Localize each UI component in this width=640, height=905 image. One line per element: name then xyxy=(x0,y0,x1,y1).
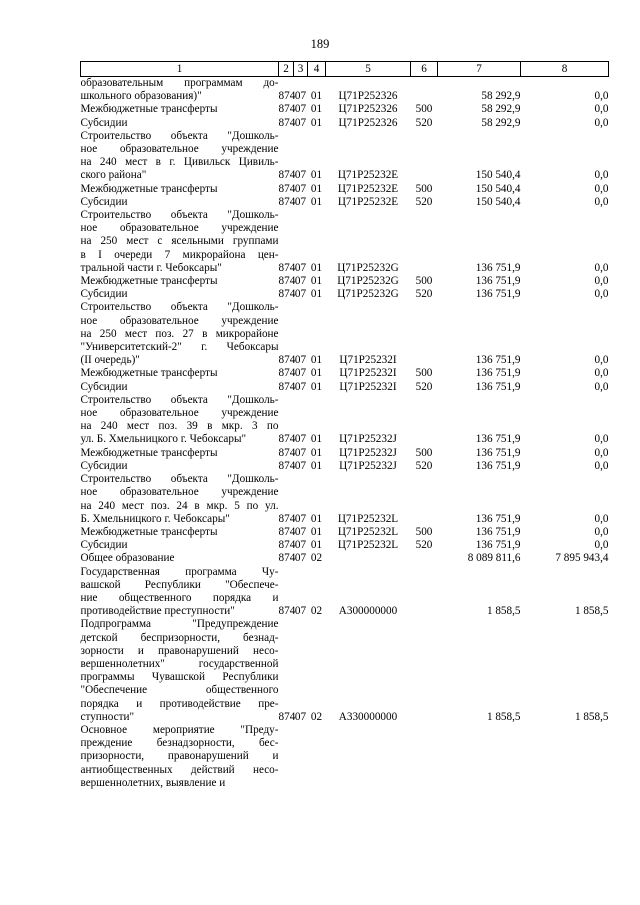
ministry-code: 874 xyxy=(278,275,296,288)
row-name-line: "Университетский-2" г. Чебоксары xyxy=(80,341,279,354)
row-name-line: Межбюджетные трансферты xyxy=(80,446,218,459)
amount-year-2: 0,0 xyxy=(594,182,609,195)
section-code: 07 xyxy=(294,525,307,538)
table-row xyxy=(81,473,609,526)
subsection-code: 01 xyxy=(310,261,323,274)
row-name-cell xyxy=(81,566,279,619)
row-name-line: Субсидии xyxy=(80,116,128,129)
column-header: 7 xyxy=(438,62,521,77)
row-name-cell xyxy=(81,117,279,130)
section-code: 07 xyxy=(294,512,307,525)
target-article: Ц71Р25232I xyxy=(339,367,397,380)
subsection-code: 01 xyxy=(310,539,323,552)
section-code: 07 xyxy=(294,459,307,472)
target-article: Ц71Р25232J xyxy=(339,459,397,472)
row-name-line: ние общественного порядка и xyxy=(80,591,279,604)
row-name-cell xyxy=(81,288,279,301)
subsection-code: 01 xyxy=(310,90,323,103)
ministry-code: 874 xyxy=(278,380,296,393)
ministry-code: 874 xyxy=(278,525,296,538)
target-article: Ц71Р252326 xyxy=(338,103,398,116)
ministry-code: 874 xyxy=(278,710,296,723)
table-row xyxy=(81,539,609,552)
row-name-line: Межбюджетные трансферты xyxy=(80,182,218,195)
table-row xyxy=(81,381,609,394)
row-name-cell xyxy=(81,196,279,209)
ministry-code: 874 xyxy=(278,367,296,380)
ministry-code: 874 xyxy=(278,446,296,459)
table-row xyxy=(81,103,609,116)
row-name-line: Строительство объекта "Дошколь- xyxy=(80,393,279,406)
amount-year-1: 1 858,5 xyxy=(486,710,521,723)
amount-year-2: 0,0 xyxy=(594,446,609,459)
target-article: Ц71Р25232L xyxy=(337,539,399,552)
expense-type xyxy=(411,618,438,724)
subsection-code: 02 xyxy=(310,552,323,565)
amount-year-2: 0,0 xyxy=(594,512,609,525)
ministry-code: 874 xyxy=(278,354,296,367)
amount-year-2: 0,0 xyxy=(594,275,609,288)
expense-type xyxy=(411,209,438,275)
target-article: Ц71Р25232I xyxy=(339,380,397,393)
amount-year-1: 136 751,9 xyxy=(475,539,521,552)
target-article: Ц71Р25232Е xyxy=(337,182,399,195)
table-row xyxy=(81,367,609,380)
row-name-line: на 250 мест с ясельными группами xyxy=(80,235,279,248)
ministry-code: 874 xyxy=(278,182,296,195)
amount-year-1: 136 751,9 xyxy=(475,446,521,459)
row-name-line: ступности" xyxy=(80,710,135,723)
row-name-line: антиобщественных действий несо- xyxy=(80,763,279,776)
row-name-line: на 240 мест поз. 39 в мкр. 3 по xyxy=(80,420,279,433)
row-name-line: ное образовательное учреждение xyxy=(80,143,279,156)
amount-year-2: 0,0 xyxy=(594,103,609,116)
section-code: 07 xyxy=(294,90,307,103)
amount-year-2: 0,0 xyxy=(594,169,609,182)
row-name-cell xyxy=(81,618,279,724)
target-article: Ц71Р25232Е xyxy=(337,169,399,182)
ministry-code: 874 xyxy=(278,195,296,208)
section-code: 07 xyxy=(294,116,307,129)
section-code: 07 xyxy=(294,354,307,367)
section-code: 07 xyxy=(294,182,307,195)
expense-type xyxy=(411,394,438,447)
row-name-line: Межбюджетные трансферты xyxy=(80,103,218,116)
ministry-code: 874 xyxy=(278,90,296,103)
subsection-code: 01 xyxy=(310,380,323,393)
expense-type: 500 xyxy=(415,275,433,288)
amount-year-2: 0,0 xyxy=(594,367,609,380)
row-name-cell xyxy=(81,103,279,116)
target-article: Ц71Р252326 xyxy=(338,116,398,129)
row-name-cell xyxy=(81,539,279,552)
ministry-code: 874 xyxy=(278,552,296,565)
target-article: А330000000 xyxy=(338,710,398,723)
expense-type: 520 xyxy=(415,539,433,552)
row-name-line: Субсидии xyxy=(80,288,128,301)
row-name-cell xyxy=(81,394,279,447)
amount-year-1: 136 751,9 xyxy=(475,275,521,288)
section-code: 07 xyxy=(294,446,307,459)
subsection-code: 01 xyxy=(310,182,323,195)
row-name-line: призорности, правонарушений и xyxy=(80,750,279,763)
subsection-code xyxy=(308,724,326,790)
row-name-line: Субсидии xyxy=(80,539,128,552)
row-name-line: вашской Республики "Обеспече- xyxy=(80,578,279,591)
expense-type: 500 xyxy=(415,103,433,116)
table-row xyxy=(81,301,609,367)
expense-type xyxy=(411,473,438,526)
table-row xyxy=(81,275,609,288)
target-article: Ц71Р25232L xyxy=(337,512,399,525)
row-name-line: тральной части г. Чебоксары" xyxy=(80,261,222,274)
table-row xyxy=(81,566,609,619)
subsection-code: 01 xyxy=(310,103,323,116)
table-row xyxy=(81,117,609,130)
target-article: Ц71Р25232J xyxy=(339,446,397,459)
section-code: 07 xyxy=(294,367,307,380)
amount-year-1: 136 751,9 xyxy=(475,380,521,393)
row-name-cell xyxy=(81,473,279,526)
amount-year-1: 1 858,5 xyxy=(486,605,521,618)
table-row xyxy=(81,724,609,790)
expense-type: 500 xyxy=(415,525,433,538)
section-code: 07 xyxy=(294,275,307,288)
row-name-line: на 240 мест поз. 24 в мкр. 5 по ул. xyxy=(80,499,279,512)
amount-year-1: 136 751,9 xyxy=(475,261,521,274)
subsection-code: 01 xyxy=(310,367,323,380)
amount-year-1 xyxy=(438,724,521,790)
amount-year-2: 7 895 943,4 xyxy=(555,552,609,565)
target-article: Ц71Р25232I xyxy=(339,354,397,367)
column-header: 4 xyxy=(308,62,326,77)
row-name-line: Субсидии xyxy=(80,459,128,472)
row-name-line: вершеннолетних, выявление и xyxy=(80,776,226,789)
row-name-line: противодействие преступности" xyxy=(80,605,235,618)
row-name-cell xyxy=(81,724,279,790)
ministry-code: 874 xyxy=(278,116,296,129)
row-name-line: "Обеспечение общественного xyxy=(80,684,279,697)
amount-year-1: 8 089 811,6 xyxy=(467,552,521,565)
amount-year-2: 1 858,5 xyxy=(574,605,609,618)
target-article: Ц71Р25232G xyxy=(337,288,399,301)
section-code: 07 xyxy=(294,195,307,208)
amount-year-1: 136 751,9 xyxy=(475,367,521,380)
row-name-line: Б. Хмельницкого г. Чебоксары" xyxy=(80,512,230,525)
row-name-line: на 250 мест поз. 27 в микрорайоне xyxy=(80,327,279,340)
row-name-line: ул. Б. Хмельницкого г. Чебоксары" xyxy=(80,433,247,446)
expense-type: 520 xyxy=(415,195,433,208)
amount-year-2: 0,0 xyxy=(594,354,609,367)
ministry-code: 874 xyxy=(278,288,296,301)
section-code: 07 xyxy=(294,288,307,301)
column-header: 1 xyxy=(81,62,279,77)
amount-year-2: 0,0 xyxy=(594,459,609,472)
ministry-code: 874 xyxy=(278,433,296,446)
ministry-code: 874 xyxy=(278,169,296,182)
table-row xyxy=(81,77,609,104)
section-code: 07 xyxy=(294,103,307,116)
expense-type xyxy=(411,130,438,183)
column-header: 5 xyxy=(326,62,411,77)
row-name-line: Межбюджетные трансферты xyxy=(80,367,218,380)
section-code: 07 xyxy=(294,261,307,274)
amount-year-1: 58 292,9 xyxy=(481,90,521,103)
row-name-cell xyxy=(81,552,279,565)
expense-type: 520 xyxy=(415,459,433,472)
subsection-code: 01 xyxy=(310,116,323,129)
table-row xyxy=(81,209,609,275)
amount-year-1: 58 292,9 xyxy=(481,116,521,129)
row-name-line: ского района" xyxy=(80,169,147,182)
row-name-line: преждение безнадзорности, бес- xyxy=(80,737,279,750)
amount-year-2: 0,0 xyxy=(594,261,609,274)
row-name-cell xyxy=(81,381,279,394)
ministry-code: 874 xyxy=(278,539,296,552)
table-row xyxy=(81,183,609,196)
table-row xyxy=(81,552,609,565)
ministry-code: 874 xyxy=(278,459,296,472)
row-name-cell xyxy=(81,77,279,104)
expense-type: 520 xyxy=(415,116,433,129)
amount-year-2: 1 858,5 xyxy=(574,710,609,723)
ministry-code: 874 xyxy=(278,605,296,618)
amount-year-2: 0,0 xyxy=(594,433,609,446)
column-header: 2 xyxy=(279,62,294,77)
amount-year-1: 136 751,9 xyxy=(475,354,521,367)
expense-type xyxy=(411,566,438,619)
amount-year-2: 0,0 xyxy=(594,288,609,301)
ministry-code: 874 xyxy=(278,261,296,274)
amount-year-1: 136 751,9 xyxy=(475,512,521,525)
expense-type xyxy=(411,552,438,565)
table-row xyxy=(81,447,609,460)
table-row xyxy=(81,394,609,447)
expense-type: 520 xyxy=(415,288,433,301)
row-name-line: программы Чувашской Республики xyxy=(80,671,279,684)
section-code: 07 xyxy=(294,433,307,446)
row-name-line: ное образовательное учреждение xyxy=(80,486,279,499)
budget-table xyxy=(80,61,609,790)
amount-year-1: 150 540,4 xyxy=(475,182,521,195)
row-name-line: вершеннолетних" государственной xyxy=(80,657,279,670)
row-name-cell xyxy=(81,301,279,367)
section-code: 07 xyxy=(294,605,307,618)
row-name-line: (II очередь)" xyxy=(80,354,140,367)
amount-year-2 xyxy=(521,724,609,790)
expense-type xyxy=(411,301,438,367)
subsection-code: 01 xyxy=(310,169,323,182)
section-code: 07 xyxy=(294,552,307,565)
row-name-line: ное образовательное учреждение xyxy=(80,222,279,235)
column-header: 6 xyxy=(411,62,438,77)
subsection-code: 01 xyxy=(310,512,323,525)
expense-type: 500 xyxy=(415,446,433,459)
amount-year-2: 0,0 xyxy=(594,380,609,393)
expense-type xyxy=(411,77,438,104)
subsection-code: 02 xyxy=(310,605,323,618)
table-row xyxy=(81,288,609,301)
amount-year-2: 0,0 xyxy=(594,116,609,129)
subsection-code: 02 xyxy=(310,710,323,723)
amount-year-1: 136 751,9 xyxy=(475,433,521,446)
expense-type: 520 xyxy=(415,380,433,393)
subsection-code: 01 xyxy=(310,433,323,446)
expense-type: 500 xyxy=(415,182,433,195)
ministry-code: 874 xyxy=(278,512,296,525)
subsection-code: 01 xyxy=(310,354,323,367)
target-article: Ц71Р25232J xyxy=(339,433,397,446)
table-row xyxy=(81,196,609,209)
row-name-cell xyxy=(81,275,279,288)
row-name-cell xyxy=(81,209,279,275)
target-article: Ц71Р25232Е xyxy=(337,195,399,208)
row-name-line: Основное мероприятие "Преду- xyxy=(80,723,279,736)
amount-year-2: 0,0 xyxy=(594,539,609,552)
amount-year-2: 0,0 xyxy=(594,195,609,208)
row-name-line: порядка и противодействие пре- xyxy=(80,697,279,710)
target-article: Ц71Р252326 xyxy=(338,90,398,103)
row-name-cell xyxy=(81,183,279,196)
column-header: 3 xyxy=(294,62,308,77)
row-name-cell xyxy=(81,130,279,183)
amount-year-1: 150 540,4 xyxy=(475,169,521,182)
row-name-line: Межбюджетные трансферты xyxy=(80,275,218,288)
row-name-line: Государственная программа Чу- xyxy=(80,565,279,578)
amount-year-2: 0,0 xyxy=(594,90,609,103)
target-article: Ц71Р25232G xyxy=(337,275,399,288)
section-code: 07 xyxy=(294,380,307,393)
row-name-cell xyxy=(81,526,279,539)
column-header: 8 xyxy=(521,62,609,77)
row-name-line: Субсидии xyxy=(80,380,128,393)
section-code: 07 xyxy=(294,710,307,723)
row-name-line: в I очереди 7 микрорайона цен- xyxy=(80,248,279,261)
row-name-line: школьного образования)" xyxy=(80,90,202,103)
row-name-line: Субсидии xyxy=(80,195,128,208)
row-name-line: на 240 мест в г. Цивильск Цивиль- xyxy=(80,156,279,169)
amount-year-1: 136 751,9 xyxy=(475,288,521,301)
table-row xyxy=(81,460,609,473)
row-name-line: Строительство объекта "Дошколь- xyxy=(80,473,279,486)
target-article: Ц71Р25232G xyxy=(337,261,399,274)
target-article xyxy=(326,552,411,565)
row-name-line: Подпрограмма "Предупреждение xyxy=(80,618,279,631)
row-name-line: образовательным программам до- xyxy=(80,77,279,89)
amount-year-2: 0,0 xyxy=(594,525,609,538)
row-name-line: Общее образование xyxy=(80,552,175,565)
amount-year-1: 150 540,4 xyxy=(475,195,521,208)
table-row xyxy=(81,130,609,183)
column-header-row xyxy=(81,62,609,77)
table-row xyxy=(81,618,609,724)
target-article: А300000000 xyxy=(338,605,398,618)
subsection-code: 01 xyxy=(310,195,323,208)
expense-type xyxy=(411,724,438,790)
row-name-line: Межбюджетные трансферты xyxy=(80,525,218,538)
amount-year-1: 58 292,9 xyxy=(481,103,521,116)
row-name-cell xyxy=(81,367,279,380)
table-row xyxy=(81,526,609,539)
section-code xyxy=(294,724,308,790)
table-body xyxy=(81,77,609,790)
row-name-line: зорности и правонарушений несо- xyxy=(80,644,279,657)
amount-year-1: 136 751,9 xyxy=(475,459,521,472)
ministry-code: 874 xyxy=(278,103,296,116)
amount-year-1: 136 751,9 xyxy=(475,525,521,538)
row-name-line: Строительство объекта "Дошколь- xyxy=(80,301,279,314)
ministry-code xyxy=(279,724,294,790)
subsection-code: 01 xyxy=(310,446,323,459)
subsection-code: 01 xyxy=(310,525,323,538)
target-article: Ц71Р25232L xyxy=(337,525,399,538)
row-name-cell xyxy=(81,460,279,473)
subsection-code: 01 xyxy=(310,459,323,472)
section-code: 07 xyxy=(294,539,307,552)
subsection-code: 01 xyxy=(310,275,323,288)
row-name-line: Строительство объекта "Дошколь- xyxy=(80,209,279,222)
row-name-line: детской беспризорности, безнад- xyxy=(80,631,279,644)
subsection-code: 01 xyxy=(310,288,323,301)
page-number: 189 xyxy=(310,37,330,51)
expense-type: 500 xyxy=(415,367,433,380)
row-name-cell xyxy=(81,447,279,460)
target-article xyxy=(326,724,411,790)
section-code: 07 xyxy=(294,169,307,182)
row-name-line: ное образовательное учреждение xyxy=(80,314,279,327)
row-name-line: ное образовательное учреждение xyxy=(80,407,279,420)
row-name-line: Строительство объекта "Дошколь- xyxy=(80,129,279,142)
